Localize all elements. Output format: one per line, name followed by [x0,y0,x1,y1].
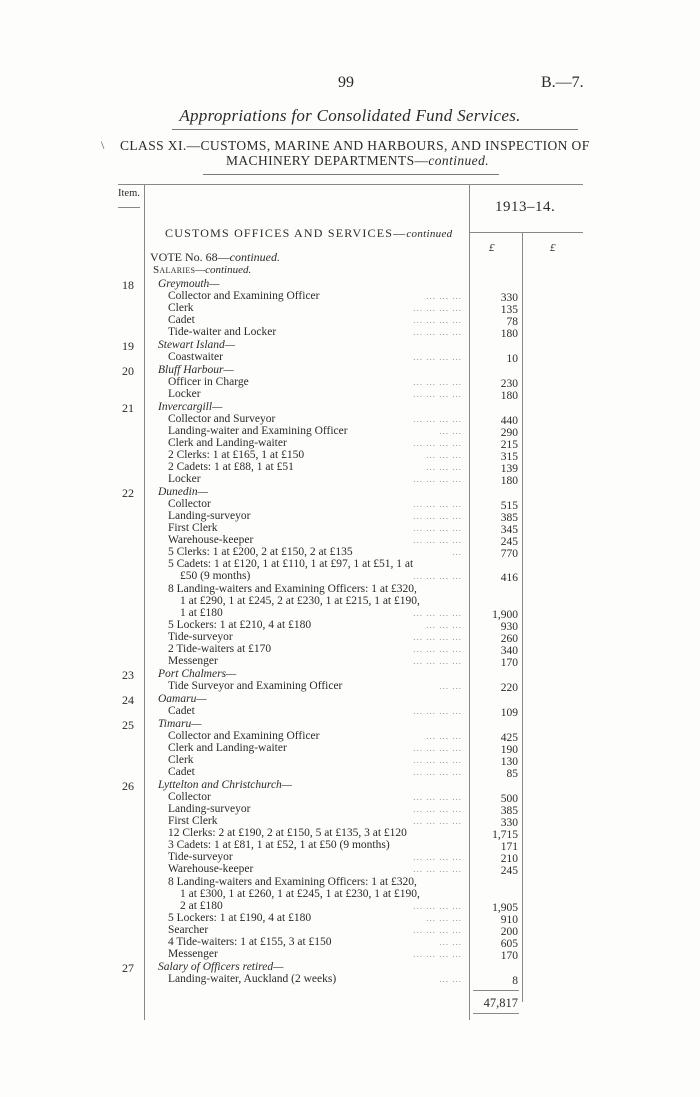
item-number: 21 [122,401,134,415]
amount-cell: 440 [500,415,518,427]
amount-cell: 215 [500,439,518,451]
amount-cell: 605 [500,938,518,950]
amount-cell: 109 [500,707,518,719]
amount-cell: 330 [500,292,518,304]
amount-cell: 78 [506,316,518,328]
leader-dots: ... ... ... ... [413,303,462,313]
item-column-header: Item. [118,188,140,199]
amount-cell: 345 [500,524,518,536]
amount-cell: 515 [500,500,518,512]
item-number: 23 [122,668,134,682]
ledger-line: Tide-surveyor [168,851,233,863]
ledger-line: 2 Cadets: 1 at £88, 1 at £51 [168,461,294,473]
ledger-line: 1 at £180 [180,607,223,619]
ledger-line: 8 Landing-waiters and Examining Officers: 1 at £320, [168,583,417,595]
pound-symbol-left: £ [489,242,495,254]
page-number: 99 [338,74,354,91]
office-heading: Bluff Harbour— [158,364,234,376]
total-bottom-rule [473,1013,519,1014]
leader-dots: ... ... [439,681,462,691]
leader-dots: ... ... ... ... [413,327,462,337]
salaries-heading-continued: —continued. [195,264,252,276]
leader-dots: ... ... ... ... [413,511,462,521]
amount-cell: 180 [500,328,518,340]
leader-dots: ... ... ... ... [413,535,462,545]
ledger-line: Locker [168,388,201,400]
item-number: 27 [122,961,134,975]
office-heading: Salary of Officers retired— [158,961,284,973]
amount-cell: 170 [500,657,518,669]
ledger-line: Landing-waiter and Examining Officer [168,425,348,437]
ledger-line: 2 at £180 [180,900,223,912]
leader-dots: ... ... ... [426,913,462,923]
amount-cell: 1,900 [492,609,518,621]
ledger-line: 5 Lockers: 1 at £210, 4 at £180 [168,619,312,631]
amount-cell: 170 [500,950,518,962]
amount-cell: 130 [500,756,518,768]
ledger-line: Cadet [168,314,195,326]
amount-cell: 139 [500,463,518,475]
leader-dots: ... ... [439,974,462,984]
section-heading-continued: continued [406,228,453,240]
ledger-line: Locker [168,473,201,485]
item-number: 18 [122,278,134,292]
amount-cell: 930 [500,621,518,633]
ledger-line: £50 (9 months) [180,570,251,582]
leader-dots: ... ... ... ... [413,755,462,765]
leader-dots: ... ... ... ... [413,523,462,533]
leader-dots: ... ... ... ... [413,499,462,509]
amount-cell: 245 [500,865,518,877]
office-heading: Dunedin— [158,486,208,498]
leader-dots: ... ... ... ... [413,804,462,814]
ledger-line: Messenger [168,655,218,667]
amount-cell: 770 [500,548,518,560]
leader-dots: ... ... ... ... [413,571,462,581]
ledger-line: Tide-waiter and Locker [168,326,277,338]
leader-dots: ... ... ... ... [413,438,462,448]
leader-dots: ... ... ... ... [413,816,462,826]
amount-cell: 180 [500,475,518,487]
office-heading: Invercargill— [158,401,223,413]
class-heading-main: MACHINERY DEPARTMENTS— [226,153,429,168]
grand-total: 47,817 [483,996,518,1010]
ledger-line: Officer in Charge [168,376,249,388]
amount-cell: 245 [500,536,518,548]
section-heading-main: CUSTOMS OFFICES AND SERVICES— [165,226,407,240]
leader-dots: ... ... ... ... [413,377,462,387]
class-heading-continued: continued. [428,153,490,168]
item-number: 19 [122,339,134,353]
office-heading: Port Chalmers— [158,668,237,680]
leader-dots: ... ... ... [426,620,462,630]
amount-cell: 230 [500,378,518,390]
amount-cell: 340 [500,645,518,657]
item-number: 26 [122,779,134,793]
ledger-line: Collector [168,791,211,803]
leader-dots: ... ... ... ... [413,644,462,654]
leader-dots: ... ... ... ... [413,767,462,777]
leader-dots: ... ... ... ... [413,632,462,642]
amount-cell: 190 [500,744,518,756]
leader-dots: ... ... [439,426,462,436]
ledger-line: Tide Surveyor and Examining Officer [168,680,343,692]
ledger-line: 5 Clerks: 1 at £200, 2 at £150, 2 at £135 [168,546,353,558]
amount-cell: 200 [500,926,518,938]
amount-cell: 220 [500,682,518,694]
ledger-line: Landing-waiter, Auckland (2 weeks) [168,973,337,985]
ledger-line: 2 Tide-waiters at £170 [168,643,272,655]
ledger-line: Cadet [168,705,195,717]
leader-dots: ... ... ... ... [413,352,462,362]
amount-cell: 385 [500,805,518,817]
leader-dots: ... ... ... ... [413,706,462,716]
ledger-line: Cadet [168,766,195,778]
ledger-line: Clerk and Landing-waiter [168,437,287,449]
item-number: 22 [122,486,134,500]
ledger-line: Coastwaiter [168,351,223,363]
item-number: 20 [122,364,134,378]
ledger-line: 5 Lockers: 1 at £190, 4 at £180 [168,912,312,924]
item-number: 24 [122,693,134,707]
amount-cell: 85 [506,768,518,780]
amount-cell: 500 [500,793,518,805]
office-heading: Oamaru— [158,693,207,705]
leader-dots: ... ... ... ... [413,925,462,935]
ledger-line: Warehouse-keeper [168,863,254,875]
document-reference: B.—7. [541,74,584,91]
pound-symbol-right: £ [550,242,556,254]
leader-dots: ... ... ... ... [413,792,462,802]
leader-dots: ... ... ... [426,450,462,460]
ledger-line: 8 Landing-waiters and Examining Officers: 1 at £320, [168,876,417,888]
leader-dots: ... ... ... ... [413,315,462,325]
amount-cell: 385 [500,512,518,524]
ledger-line: Tide-surveyor [168,631,233,643]
ledger-line: Clerk [168,302,194,314]
ledger-line: First Clerk [168,522,218,534]
ledger-line: Clerk [168,754,194,766]
margin-tick: \ [101,138,105,152]
amount-cell: 315 [500,451,518,463]
amount-cell: 425 [500,732,518,744]
total-top-rule [473,990,519,991]
leader-dots: ... [452,547,462,557]
ledger-line: Landing-surveyor [168,510,251,522]
amount-cell: 8 [512,975,518,987]
leader-dots: ... ... ... [426,291,462,301]
amount-cell: 180 [500,390,518,402]
amount-cell: 910 [500,914,518,926]
item-number: 25 [122,718,134,732]
page-title: Appropriations for Consolidated Fund Services. [179,106,521,125]
vote-heading-continued: continued. [229,250,280,264]
year-column-header: 1913–14. [495,199,556,215]
amount-cell: 10 [506,353,518,365]
leader-dots: ... ... ... ... [413,474,462,484]
amount-cell: 290 [500,427,518,439]
ledger-line: Landing-surveyor [168,803,251,815]
leader-dots: ... ... ... [426,462,462,472]
amount-cell: 1,715 [492,829,518,841]
office-heading: Lyttelton and Christchurch— [158,779,293,791]
ledger-line: 4 Tide-waiters: 1 at £155, 3 at £150 [168,936,332,948]
leader-dots: ... ... ... ... [413,864,462,874]
ledger-line: First Clerk [168,815,218,827]
leader-dots: ... ... ... ... [413,852,462,862]
leader-dots: ... ... ... ... [413,414,462,424]
ledger-line: Clerk and Landing-waiter [168,742,287,754]
vote-heading-main: VOTE No. 68— [150,250,230,264]
amount-cell: 171 [500,841,518,853]
office-heading: Greymouth— [158,278,220,290]
amount-cell: 1,905 [492,902,518,914]
leader-dots: ... ... ... ... [413,608,462,618]
leader-dots: ... ... ... ... [413,389,462,399]
class-heading-line1: CLASS XI.—CUSTOMS, MARINE AND HARBOURS, AND INSPECTION OF [120,138,590,153]
ledger-line: Collector and Surveyor [168,413,276,425]
ledger-line: 1 at £300, 1 at £260, 1 at £245, 1 at £230, 1 at £190, [180,888,420,900]
leader-dots: ... ... [439,937,462,947]
ledger-line: 3 Cadets: 1 at £81, 1 at £52, 1 at £50 (9 months) [168,839,390,851]
amount-cell: 260 [500,633,518,645]
office-heading: Stewart Island— [158,339,235,351]
ledger-line: 5 Cadets: 1 at £120, 1 at £110, 1 at £97, 1 at £51, 1 at [168,558,414,570]
amount-cell: 135 [500,304,518,316]
amount-cell: 210 [500,853,518,865]
leader-dots: ... ... ... ... [413,656,462,666]
salaries-heading-main: Salaries [153,264,196,276]
ledger-line: Collector and Examining Officer [168,290,320,302]
ledger-line: Collector and Examining Officer [168,730,320,742]
amount-cell: 416 [500,572,518,584]
ledger-line: 2 Clerks: 1 at £165, 1 at £150 [168,449,305,461]
ledger-line: Messenger [168,948,218,960]
ledger-line: Warehouse-keeper [168,534,254,546]
leader-dots: ... ... ... ... [413,901,462,911]
office-heading: Timaru— [158,718,202,730]
ledger-line: 1 at £290, 1 at £245, 2 at £230, 1 at £215, 1 at £190, [180,595,420,607]
leader-dots: ... ... ... ... [413,743,462,753]
ledger-line: Collector [168,498,211,510]
ledger-line: Searcher [168,924,209,936]
ledger-line: 12 Clerks: 2 at £190, 2 at £150, 5 at £135, 3 at £120 [168,827,407,839]
leader-dots: ... ... ... [426,731,462,741]
leader-dots: ... ... ... ... [413,949,462,959]
amount-cell: 330 [500,817,518,829]
